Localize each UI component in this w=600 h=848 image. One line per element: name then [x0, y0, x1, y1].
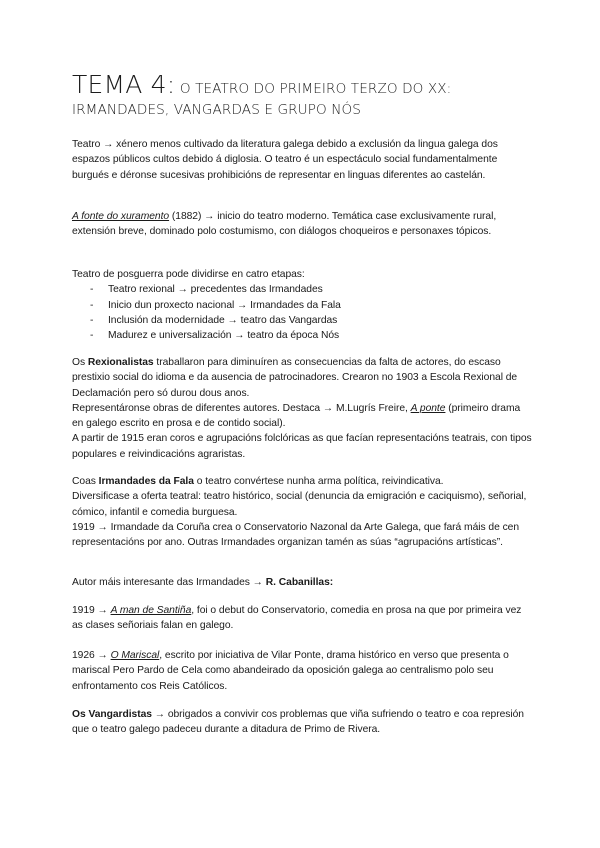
page-title — [72, 70, 542, 118]
irm-bold: Irmandades da Fala — [98, 476, 194, 487]
mariscal-title: O Mariscal — [110, 650, 160, 661]
list-item: - Madurez e universalización → teatro da época Nós — [72, 328, 534, 343]
santina-year: 1919 → — [72, 605, 111, 616]
rex-text2b: (primeiro drama en galego escrito en prosa e de contido social). — [72, 402, 521, 430]
title-line2: IRMANDADES, VANGARDAS E GRUPO NÓS — [72, 102, 362, 118]
posguerra-section — [72, 267, 534, 343]
fonte-paragraph — [72, 209, 534, 240]
intro-paragraph — [72, 137, 534, 183]
santina-paragraph — [72, 603, 534, 634]
rex-bold: Rexionalistas — [87, 357, 154, 368]
irmandades-section — [72, 474, 534, 550]
rex-text3: A partir de 1915 eran coros e agrupacións folclóricas as que facían representacións teatrais, con tipos populares e reivindicacións agraristas. — [72, 433, 532, 460]
fonte-text: (1882) → inicio do teatro moderno. Temática case exclusivamente rural, extensión breve, dominado polo costumismo, con diálogos choqueiros e personaxes tópicos. — [72, 211, 497, 238]
rex-text2a: Representáronse obras de diferentes autores. Destaca → M.Lugrís Freire, — [72, 402, 411, 414]
fonte-title: A fonte do xuramento — [72, 211, 170, 222]
mariscal-year: 1926 → — [72, 650, 111, 661]
mariscal-text: , escrito por iniciativa de Vilar Ponte, drama histórico en verso que presenta o mariscal Pero Pardo de Cela como abandeirado da oposición galega ao centralismo polo seu enfrontamento cos Reis Católicos. — [72, 650, 509, 692]
posguerra-intro: Teatro de posguerra pode dividirse en catro etapas: — [72, 269, 305, 280]
autor-text: Autor máis interesante das Irmandades → — [72, 577, 266, 588]
irm-text1: o teatro convértese nunha arma política, reivindicativa. — [193, 476, 444, 487]
rex-pre: Os — [72, 357, 88, 368]
irm-pre: Coas — [72, 476, 99, 487]
mariscal-paragraph — [72, 648, 534, 694]
vangardistas-paragraph — [72, 707, 534, 738]
stages-list — [72, 282, 534, 343]
autor-paragraph — [72, 575, 534, 590]
list-item: - Inicio dun proxecto nacional → Irmandades da Fala — [72, 298, 534, 313]
autor-bold: R. Cabanillas: — [265, 577, 334, 588]
title-line1: O TEATRO DO PRIMEIRO TERZO DO XX: — [175, 81, 452, 97]
rex-text1: traballaron para diminuíren as consecuencias da falta de actores, do escaso prestixio social do idioma e da ausencia de patrocinadores. Crearon no 1903 a Escola Rexional de Declamación pero só durou dous anos. — [72, 357, 518, 399]
ponte-title: A ponte — [410, 402, 446, 414]
list-item: - Teatro rexional → precedentes das Irmandades — [72, 282, 534, 297]
irm-text2: Diversificase a oferta teatral: teatro histórico, social (denuncia da emigración e caciquismo), señorial, cómico, infantil e comedia burguesa. — [72, 491, 527, 518]
rexionalistas-section — [72, 355, 534, 462]
santina-text: , foi o debut do Conservatorio, comedia en prosa na que por primeira vez as clases señoriais falan en galego. — [72, 605, 522, 632]
vang-text: → obrigados a convivir cos problemas que viña sufriendo o teatro e coa represión que o teatro galego padeceu durante a ditadura de Primo de Rivera. — [72, 709, 524, 736]
list-item: - Inclusión da modernidade → teatro das Vangardas — [72, 313, 534, 328]
vang-bold: Os Vangardistas — [72, 709, 152, 720]
santina-title: A man de Santiña — [110, 605, 192, 616]
title-tema: TEMA 4: — [72, 70, 176, 99]
irm-text3: 1919 → Irmandade da Coruña crea o Conservatorio Nazonal da Arte Galega, que fará máis de cen representacións por ano. Outras Irmandades organizan tamén as súas “agrupacións artísticas”. — [72, 521, 520, 549]
intro-text: Teatro → xénero menos cultivado da literatura galega debido a exclusión da lingua galega dos espazos públicos cultos debido á diglosia. O teatro é un espectáculo social fundamentalmente burgués e déronse sucesivas prohibicións de representar en linguas diferentes ao castelán. — [72, 139, 498, 181]
